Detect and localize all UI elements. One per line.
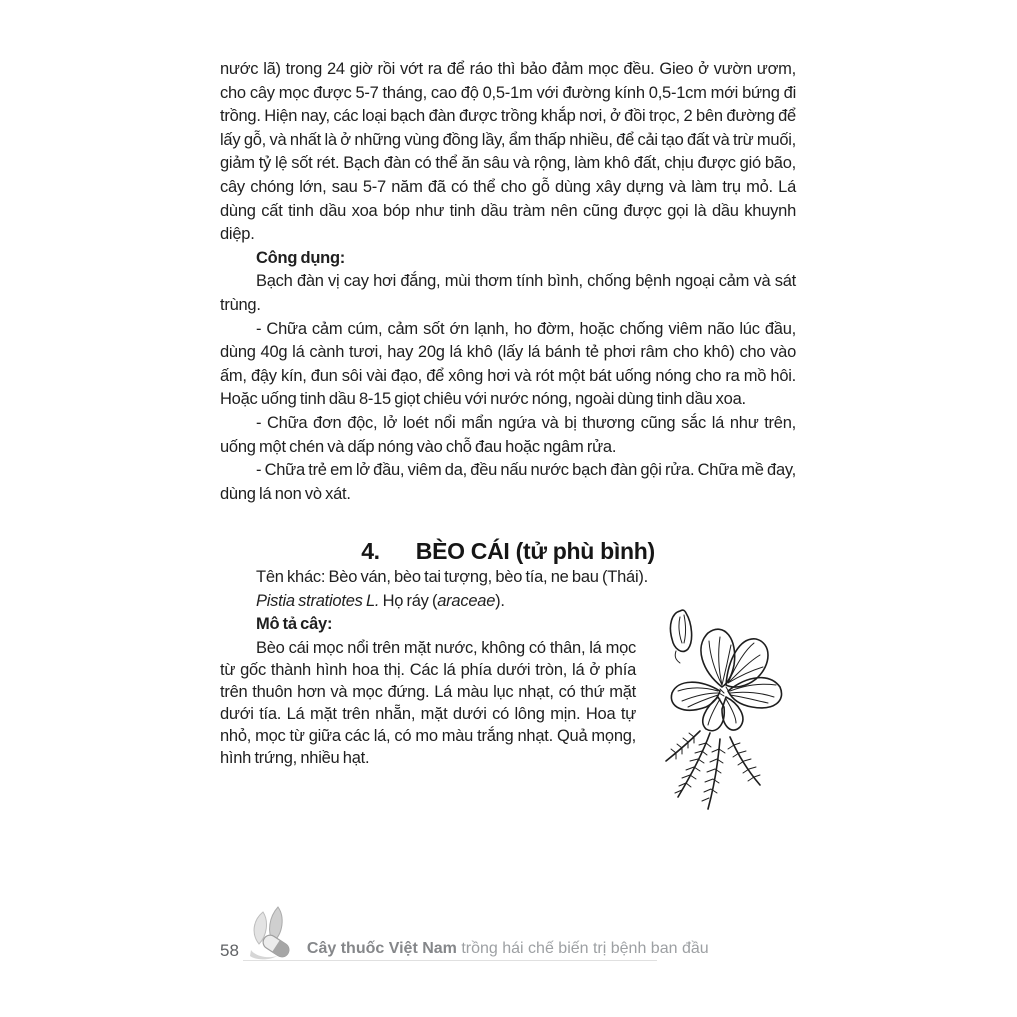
paragraph-cong-dung-4: - Chữa trẻ em lở đầu, viêm da, đều nấu nước bạch đàn gội rửa. Chữa mề đay, dùng lá non vò xát. — [220, 461, 796, 503]
latin-family: araceae — [437, 591, 496, 610]
book-title-subtitle: trồng hái chế biến trị bệnh ban đầu — [456, 940, 709, 957]
paragraph-cong-dung-3: - Chữa đơn độc, lở loét nổi mẩn ngứa và bị thương cũng sắc lá như trên, uống một chén và dấp nóng vào chỗ đau hoặc ngâm rửa. — [220, 413, 796, 456]
paragraph-ten-khac: Tên khác: Bèo ván, bèo tai tượng, bèo tía, ne bau (Thái). — [256, 568, 648, 587]
latin-mid: Họ ráy ( — [379, 591, 438, 610]
latin-end: ). — [495, 591, 505, 610]
section-number: 4. — [361, 538, 380, 565]
latin-name: Pistia stratiotes L. — [256, 591, 380, 610]
section-heading — [220, 536, 796, 566]
heading-mo-ta-cay: Mô tả cây: — [256, 615, 333, 634]
page-number: 58 — [220, 941, 239, 960]
heading-cong-dung: Công dụng: — [256, 248, 346, 267]
paragraph-mo-ta: Bèo cái mọc nổi trên mặt nước, không có thân, lá mọc từ gốc thành hình hoa thị. Các lá phía dưới tròn, lá ở phía trên thuôn hơn và mọc đứng. Lá màu lục nhạt, có thứ mặt dưới tía. Lá mặt trên nhẵn, mặt dưới có lông mịn. Hoa tự nhỏ, mọc từ giữa các lá, có mo màu trắng nhạt. Quả mọng, hình trứng, nhiều hạt. — [220, 639, 636, 768]
book-title — [307, 939, 709, 958]
paragraph-cong-dung-2: - Chữa cảm cúm, cảm sốt ớn lạnh, ho đờm, hoặc chống viêm não lúc đầu, dùng 40g lá cành tươi, hay 20g lá khô (lấy lá bánh tẻ phơi râm cho khô) cho vào ấm, đậy kín, đun sôi vài đạo, để xông hơi và rót một bát uống nóng cho ra mồ hôi. Hoặc uống tinh dầu 8-15 giọt chiêu với nước nóng, ngoài dùng tinh dầu xoa. — [220, 319, 796, 409]
page-content — [220, 58, 796, 817]
leaf-capsule-logo-icon — [245, 904, 299, 964]
book-title-bold: Cây thuốc Việt Nam — [306, 940, 457, 957]
footer-divider — [243, 960, 657, 961]
page-footer — [220, 900, 820, 964]
paragraph-continuation: nước lã) trong 24 giờ rồi vớt ra để ráo thì bảo đảm mọc đều. Gieo ở vườn ươm, cho cây mọc được 5-7 tháng, cao độ 0,5-1m với đường kính 0,5-1cm mới bứng đi trồng. Hiện nay, các loại bạch đàn được trồng khắp nơi, ở đồi trọc, 2 bên đường để lấy gỗ, và nhất là ở những vùng đồng lầy, ẩm thấp nhiều, để cải tạo đất và trừ muối, giảm tỷ lệ sốt rét. Bạch đàn có thể ăn sâu và rộng, làm khô đất, chịu được gió bão, cây chóng lớn, sau 5-7 năm đã có thể cho gỗ dùng xây dựng và làm trụ mỏ. Lá dùng cất tinh dầu xoa bóp như tinh dầu tràm nên cũng được gọi là dầu khuynh diệp. — [220, 60, 796, 244]
paragraph-cong-dung-1: Bạch đàn vị cay hơi đắng, mùi thơm tính bình, chống bệnh ngoại cảm và sát trùng. — [220, 272, 796, 314]
section-title: BÈO CÁI (tử phù bình) — [415, 538, 655, 565]
beo-cai-plant-illustration — [636, 599, 796, 813]
